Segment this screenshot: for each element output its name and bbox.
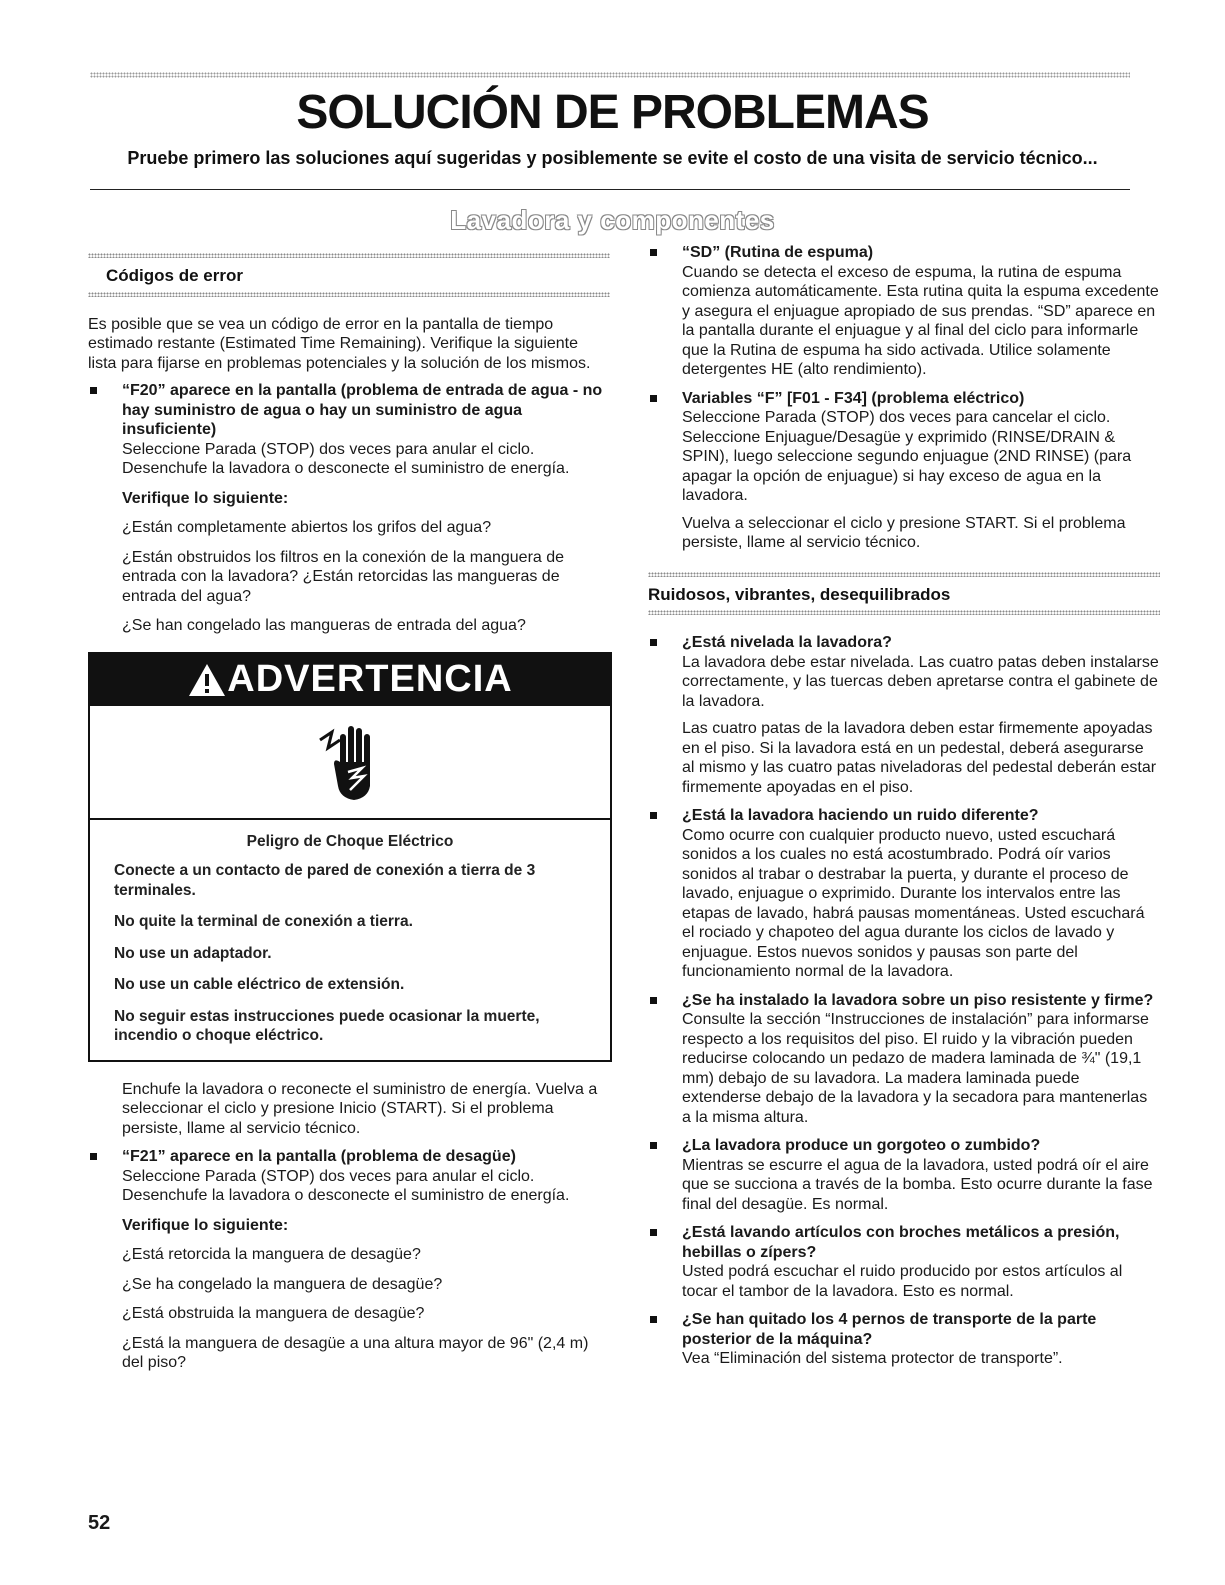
level-text-2: Las cuatro patas de la lavadora deben estar firmemente apoyadas en el piso. Si la lavadora está en un pedestal, deberá asegurarse al mismo y las cuatro patas niveladoras del pedestal deberán estar firmemente apoyadas en el piso. [682,720,1157,796]
snaps-text: Usted podrá escuchar el ruido producido por estos artículos al tocar el tambor de la lavadora. Esto es normal. [682,1263,1123,1300]
warning-banner-text: ADVERTENCIA [227,657,513,700]
f21-question: ¿Está la manguera de desagüe a una altura mayor de 96" (2,4 m) del piso? [122,1334,589,1371]
hazard-title: Peligro de Choque Eléctrico [246,832,454,850]
f21-check-label: Verifique lo siguiente: [122,1216,289,1234]
bullet-icon [650,997,657,1004]
header-rule [90,189,1130,190]
noise-section-header [648,562,1160,624]
bolts-text: Vea “Eliminación del sistema protector de transporte”. [682,1350,1063,1367]
bullet-icon [650,1316,657,1323]
page-subtitle: Pruebe primero las soluciones aquí sugeridas y posiblemente se evite el costo de una visita de servicio técnico... [127,148,1098,168]
warning-body [90,820,610,1060]
f-variables-heading: Variables “F” [F01 - F34] (problema eléctrico) [682,389,1025,407]
f20-item [88,381,610,636]
warning-line: No seguir estas instrucciones puede ocasionar la muerte, incendio o choque eléctrico. [114,1007,540,1044]
floor-text: Consulte la sección “Instrucciones de instalación” para informarse respecto a los requisitos del piso. El ruido y la vibración pueden reducirse colocando un pedazo de madera laminada de ¾" (19,1 mm) debajo de su lavadora. La madera laminada puede extenderse debajo de la lavadora y la secadora para mantenerlas a la misma altura. [682,1011,1149,1126]
f20-question: ¿Están completamente abiertos los grifos del agua? [122,519,492,536]
warning-triangle-icon [187,662,227,698]
f21-text: Seleccione Parada (STOP) dos veces para anular el ciclo. Desenchufe la lavadora o desconecte el suministro de energía. [122,1167,570,1204]
left-column [88,243,610,1383]
gurgle-heading: ¿La lavadora produce un gorgoteo o zumbido? [682,1137,1041,1154]
f-variables-item [648,389,1160,553]
right-column [648,243,1160,1378]
bolts-heading: ¿Se han quitado los 4 pernos de transporte de la parte posterior de la máquina? [682,1311,1097,1348]
error-codes-header [88,243,610,305]
warning-line: Conecte a un contacto de pared de conexión a tierra de 3 terminales. [114,862,536,899]
f20-heading: “F20” aparece en la pantalla (problema de entrada de agua - no hay suministro de agua o hay un suministro de agua insuficiente) [122,382,603,438]
dotted-bar [648,572,1160,577]
noise-heading: ¿Está la lavadora haciendo un ruido diferente? [682,807,1039,824]
snaps-item [648,1223,1160,1301]
f21-heading: “F21” aparece en la pantalla (problema de desagüe) [122,1148,516,1165]
sd-item [648,243,1160,380]
dotted-bar [88,253,610,258]
warning-line: No use un adaptador. [114,944,272,962]
warning-line: No use un cable eléctrico de extensión. [114,976,405,993]
after-warning-text: Enchufe la lavadora o reconecte el suministro de energía. Vuelva a seleccionar el ciclo y presione Inicio (START). Si el problema persiste, llame al servicio técnico. [122,1080,598,1137]
f20-question: ¿Están obstruidos los filtros en la conexión de la manguera de entrada con la lavadora? ¿Están retorcidas las mangueras de entrada del agua? [122,548,565,605]
section-title: Lavadora y componentes [450,205,775,235]
f21-question: ¿Se ha congelado la manguera de desagüe? [122,1275,443,1293]
snaps-heading: ¿Está lavando artículos con broches metálicos a presión, hebillas o zípers? [682,1224,1120,1261]
bullet-icon [90,1153,97,1160]
gurgle-item [648,1136,1160,1214]
f21-question: ¿Está obstruida la manguera de desagüe? [122,1305,425,1322]
sd-heading: “SD” (Rutina de espuma) [682,244,874,261]
bullet-icon [650,249,657,256]
f20-check-label: Verifique lo siguiente: [122,489,289,507]
bullet-icon [650,395,657,402]
gurgle-text: Mientras se escurre el agua de la lavadora, usted podrá oír el aire que se succiona a través de la bomba. Esto ocurre durante la fase final del desagüe. Es normal. [682,1156,1153,1213]
page-number: 52 [88,1512,111,1534]
floor-item [648,991,1160,1128]
dotted-bar [88,292,610,297]
page-title: SOLUCIÓN DE PROBLEMAS [296,86,929,139]
bullet-icon [650,1229,657,1236]
level-text: La lavadora debe estar nivelada. Las cuatro patas deben instalarse correctamente, y las tuercas deben apretarse contra el gabinete de la lavadora. [682,653,1159,710]
shock-hazard-area [90,706,610,820]
sd-text: Cuando se detecta el exceso de espuma, la rutina de espuma comienza automáticamente. Esta rutina quita la espuma excedente y asegura el enjuague apropiado de sus prendas. “SD” aparece en la pantalla durante el enjuague y al final del ciclo para informarle que la Rutina de espuma ha sido activada. Utilice solamente detergentes HE (alto rendimiento). [682,263,1159,378]
bullet-icon [650,812,657,819]
electric-shock-hand-icon [310,712,390,812]
f-variables-text: Seleccione Parada (STOP) dos veces para cancelar el ciclo. Seleccione Enjuague/Desagüe y exprimido (RINSE/DRAIN & SPIN), luego seleccione segundo enjuague (2ND RINSE) (para apagar la opción de enjuague) si hay exceso de agua en la lavadora. [682,409,1132,504]
noise-section-heading: Ruidosos, vibrantes, desequilibrados [648,584,951,604]
warning-line: No quite la terminal de conexión a tierra. [114,913,413,930]
level-heading: ¿Está nivelada la lavadora? [682,634,892,651]
f21-item [88,1147,610,1373]
f21-question: ¿Está retorcida la manguera de desagüe? [122,1246,421,1263]
noise-text: Como ocurre con cualquier producto nuevo, usted escuchará sonidos a los cuales no está acostumbrado. Podrá oír varios sonidos al trabar o destrabar la puerta, y durante el proceso de lavado, enjuague o exprimido. Durante los intervalos entre las etapas de lavado, habrá pausas momentáneas. Usted escuchará el rociado y chapoteo del agua durante los ciclos de lavado y enjuague. Estos nuevos sonidos y pausas son parte del funcionamiento normal de la lavadora. [682,826,1145,980]
f20-question: ¿Se han congelado las mangueras de entrada del agua? [122,617,526,634]
top-dotted-rule [90,72,1130,78]
bullet-icon [650,639,657,646]
f-variables-text-2: Vuelva a seleccionar el ciclo y presione START. Si el problema persiste, llame al servicio técnico. [682,514,1126,551]
level-item [648,633,1160,797]
warning-banner [90,654,610,706]
noise-item [648,806,1160,982]
bullet-icon [650,1142,657,1149]
warning-box [88,652,612,1062]
f20-text: Seleccione Parada (STOP) dos veces para anular el ciclo. Desenchufe la lavadora o desconecte el suministro de energía. [122,440,570,477]
floor-heading: ¿Se ha instalado la lavadora sobre un piso resistente y firme? [682,991,1154,1009]
dotted-bar [648,610,1160,615]
bolts-item [648,1310,1160,1369]
bullet-icon [90,387,97,394]
error-codes-intro: Es posible que se vea un código de error en la pantalla de tiempo estimado restante (Estimated Time Remaining). Verifique la siguiente lista para fijarse en problemas potenciales y la solución de los mismos. [88,315,591,372]
error-codes-heading: Códigos de error [106,266,243,285]
